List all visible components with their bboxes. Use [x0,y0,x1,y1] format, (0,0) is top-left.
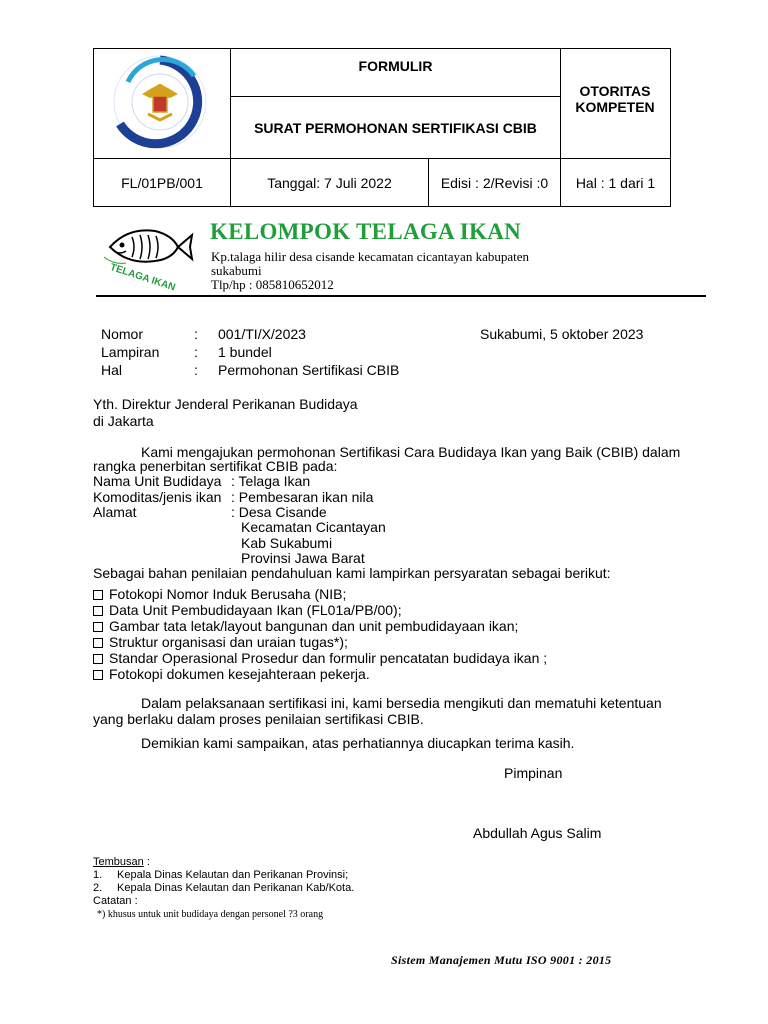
telaga-ikan-logo-text: TELAGA IKAN [108,262,177,294]
kkp-logo [98,54,226,154]
form-code: FL/01PB/001 [121,174,203,191]
form-page: Hal : 1 dari 1 [575,174,656,191]
letterhead-rule [96,295,706,297]
alamat-label: Alamat [93,504,137,520]
hal-value: Permohonan Sertifikasi CBIB [218,362,400,378]
recipient-line1: Yth. Direktur Jenderal Perikanan Budidaya [93,396,358,412]
lampiran-value: 1 bundel [218,344,272,360]
checkbox[interactable] [93,670,103,680]
checkbox[interactable] [93,638,103,648]
checklist-item: Fotokopi dokumen kesejahteraan pekerja. [93,667,370,683]
iso-footer: Sistem Manajemen Mutu ISO 9001 : 2015 [391,953,612,967]
closing-line: Demikian kami sampaikan, atas perhatiannya diucapkan terima kasih. [141,735,575,751]
checkbox[interactable] [93,590,103,600]
header-divider [560,48,561,158]
komoditas-label: Komoditas/jenis ikan [93,489,222,505]
hal-label: Hal [101,362,123,378]
checklist-item: Standar Operasional Prosedur dan formulir pencatatan budidaya ikan ; [93,651,547,667]
checklist-item: Gambar tata letak/layout bangunan dan unit pembudidayaan ikan; [93,619,518,635]
form-title: SURAT PERMOHONAN SERTIFIKASI CBIB [254,119,537,136]
checklist-item: Data Unit Pembudidayaan Ikan (FL01a/PB/00); [93,603,402,619]
alamat-value: Kecamatan Cicantayan [241,519,386,535]
catatan-note: *) khusus untuk unit budidaya dengan personel ?3 orang [97,909,324,920]
org-phone: Tlp/hp : 085810652012 [211,277,334,292]
attachments-intro: Sebagai bahan penilaian pendahuluan kami lampirkan persyaratan sebagai berikut: [93,565,611,581]
colon: : [194,344,198,360]
checkbox[interactable] [93,622,103,632]
org-address-line1: Kp.talaga hilir desa cisande kecamatan cicantayan kabupaten [211,249,529,264]
signature-title: Pimpinan [504,765,563,781]
cc-item: 2. Kepala Dinas Kelautan dan Perikanan Kab/Kota. [93,882,355,894]
intro-line2: rangka penerbitan sertifikat CBIB pada: [93,458,338,474]
form-label: FORMULIR [358,57,433,74]
checklist-item: Struktur organisasi dan uraian tugas*); [93,635,348,651]
recipient-line2: di Jakarta [93,413,154,429]
place-date: Sukabumi, 5 oktober 2023 [480,326,644,342]
checklist-item: Fotokopi Nomor Induk Berusaha (NIB; [93,587,346,603]
catatan-heading: Catatan : [93,895,138,907]
intro-line1: Kami mengajukan permohonan Sertifikasi Cara Budidaya Ikan yang Baik (CBIB) dalam [141,444,681,460]
lampiran-label: Lampiran [101,344,160,360]
colon: : [194,326,198,342]
unit-value: : Telaga Ikan [231,473,311,489]
para2-line1: Dalam pelaksanaan sertifikasi ini, kami bersedia mengikuti dan mematuhi ketentuan [141,695,662,711]
checkbox[interactable] [93,606,103,616]
org-name: KELOMPOK TELAGA IKAN [210,219,522,244]
tembusan-heading: Tembusan : [93,856,150,868]
nomor-label: Nomor [101,326,144,342]
unit-label: Nama Unit Budidaya [93,473,222,489]
cc-item: 1. Kepala Dinas Kelautan dan Perikanan Provinsi; [93,869,349,881]
signature-name: Abdullah Agus Salim [473,825,602,841]
komoditas-value: : Pembesaran ikan nila [231,489,374,505]
checkbox[interactable] [93,654,103,664]
alamat-value: : Desa Cisande [231,504,327,520]
colon: : [194,362,198,378]
form-edition: Edisi : 2/Revisi :0 [440,174,549,191]
authority-label: OTORITAS KOMPETEN [575,83,655,115]
org-address-line2: sukabumi [211,263,262,278]
nomor-value: 001/TI/X/2023 [218,326,306,342]
para2-line2: yang berlaku dalam proses penilaian sertifikasi CBIB. [93,711,424,727]
alamat-value: Provinsi Jawa Barat [241,550,365,566]
alamat-value: Kab Sukabumi [241,535,333,551]
form-date: Tanggal: 7 Juli 2022 [267,174,392,191]
